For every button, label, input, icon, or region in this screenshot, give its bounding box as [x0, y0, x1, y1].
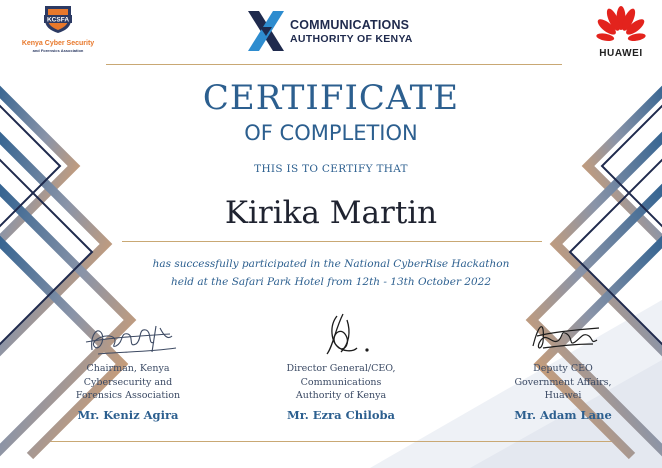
kcsfa-name: Kenya Cyber Security [21, 40, 95, 47]
huawei-wordmark: HUAWEI [599, 48, 643, 59]
kcsfa-logo [10, 4, 106, 53]
signatory-name: Mr. Ezra Chiloba [287, 407, 395, 422]
signatory-title [38, 362, 218, 403]
signatory-name: Mr. Adam Lane [514, 407, 612, 422]
bottom-gold-rule [40, 441, 622, 442]
certificate-title: CERTIFICATE [202, 78, 460, 118]
signature-dot [365, 348, 368, 351]
signatory-title-line: Chairman, Kenya [86, 363, 170, 374]
certify-text: THIS IS TO CERTIFY THAT [254, 163, 408, 175]
certificate-subtitle: OF COMPLETION [244, 121, 418, 145]
huawei-flower-icon [594, 6, 648, 44]
signatory-title-line: Cybersecurity and [83, 376, 173, 388]
top-gold-rule [106, 64, 562, 65]
signatory-title-line: Forensics Association [75, 390, 181, 401]
signatory-block-deputy-ceo [473, 312, 653, 422]
ca-name-line2: AUTHORITY OF KENYA [290, 33, 413, 45]
signatory-block-director-general [251, 312, 431, 422]
ca-name-line1: COMMUNICATIONS [290, 18, 410, 32]
signatory-block-chairman [38, 312, 218, 422]
ca-logo [246, 9, 436, 53]
signature-image [281, 312, 401, 360]
description-line-1: has successfully participated in the National CyberRise Hackathon [152, 258, 510, 270]
signature-image [503, 312, 623, 360]
signature-image [68, 312, 188, 360]
recipient-underline [122, 241, 542, 242]
signatory-title [251, 362, 431, 403]
signatory-name: Mr. Keniz Agira [77, 407, 179, 422]
signatory-title-line: Deputy CEO [533, 363, 593, 374]
signatory-title-line: Authority of Kenya [295, 390, 387, 401]
signatory-title-line: Director General/CEO, [286, 363, 396, 374]
kcsfa-subtitle: and Forensics Association [32, 48, 84, 53]
recipient-name: Kirika Martin [224, 195, 438, 231]
signatory-title-line: Communications [300, 376, 382, 388]
signatory-title [473, 362, 653, 403]
signatory-title-line: Government Affairs, [514, 376, 612, 388]
ca-x-icon [246, 9, 286, 53]
signatory-title-line: Huawei [544, 390, 582, 401]
certificate-description [0, 255, 662, 291]
description-line-2: held at the Safari Park Hotel from 12th - 13th October 2022 [170, 276, 492, 288]
kcsfa-badge-text: KCSFA [46, 16, 70, 24]
huawei-logo [588, 6, 654, 59]
kcsfa-shield-icon [41, 4, 75, 34]
